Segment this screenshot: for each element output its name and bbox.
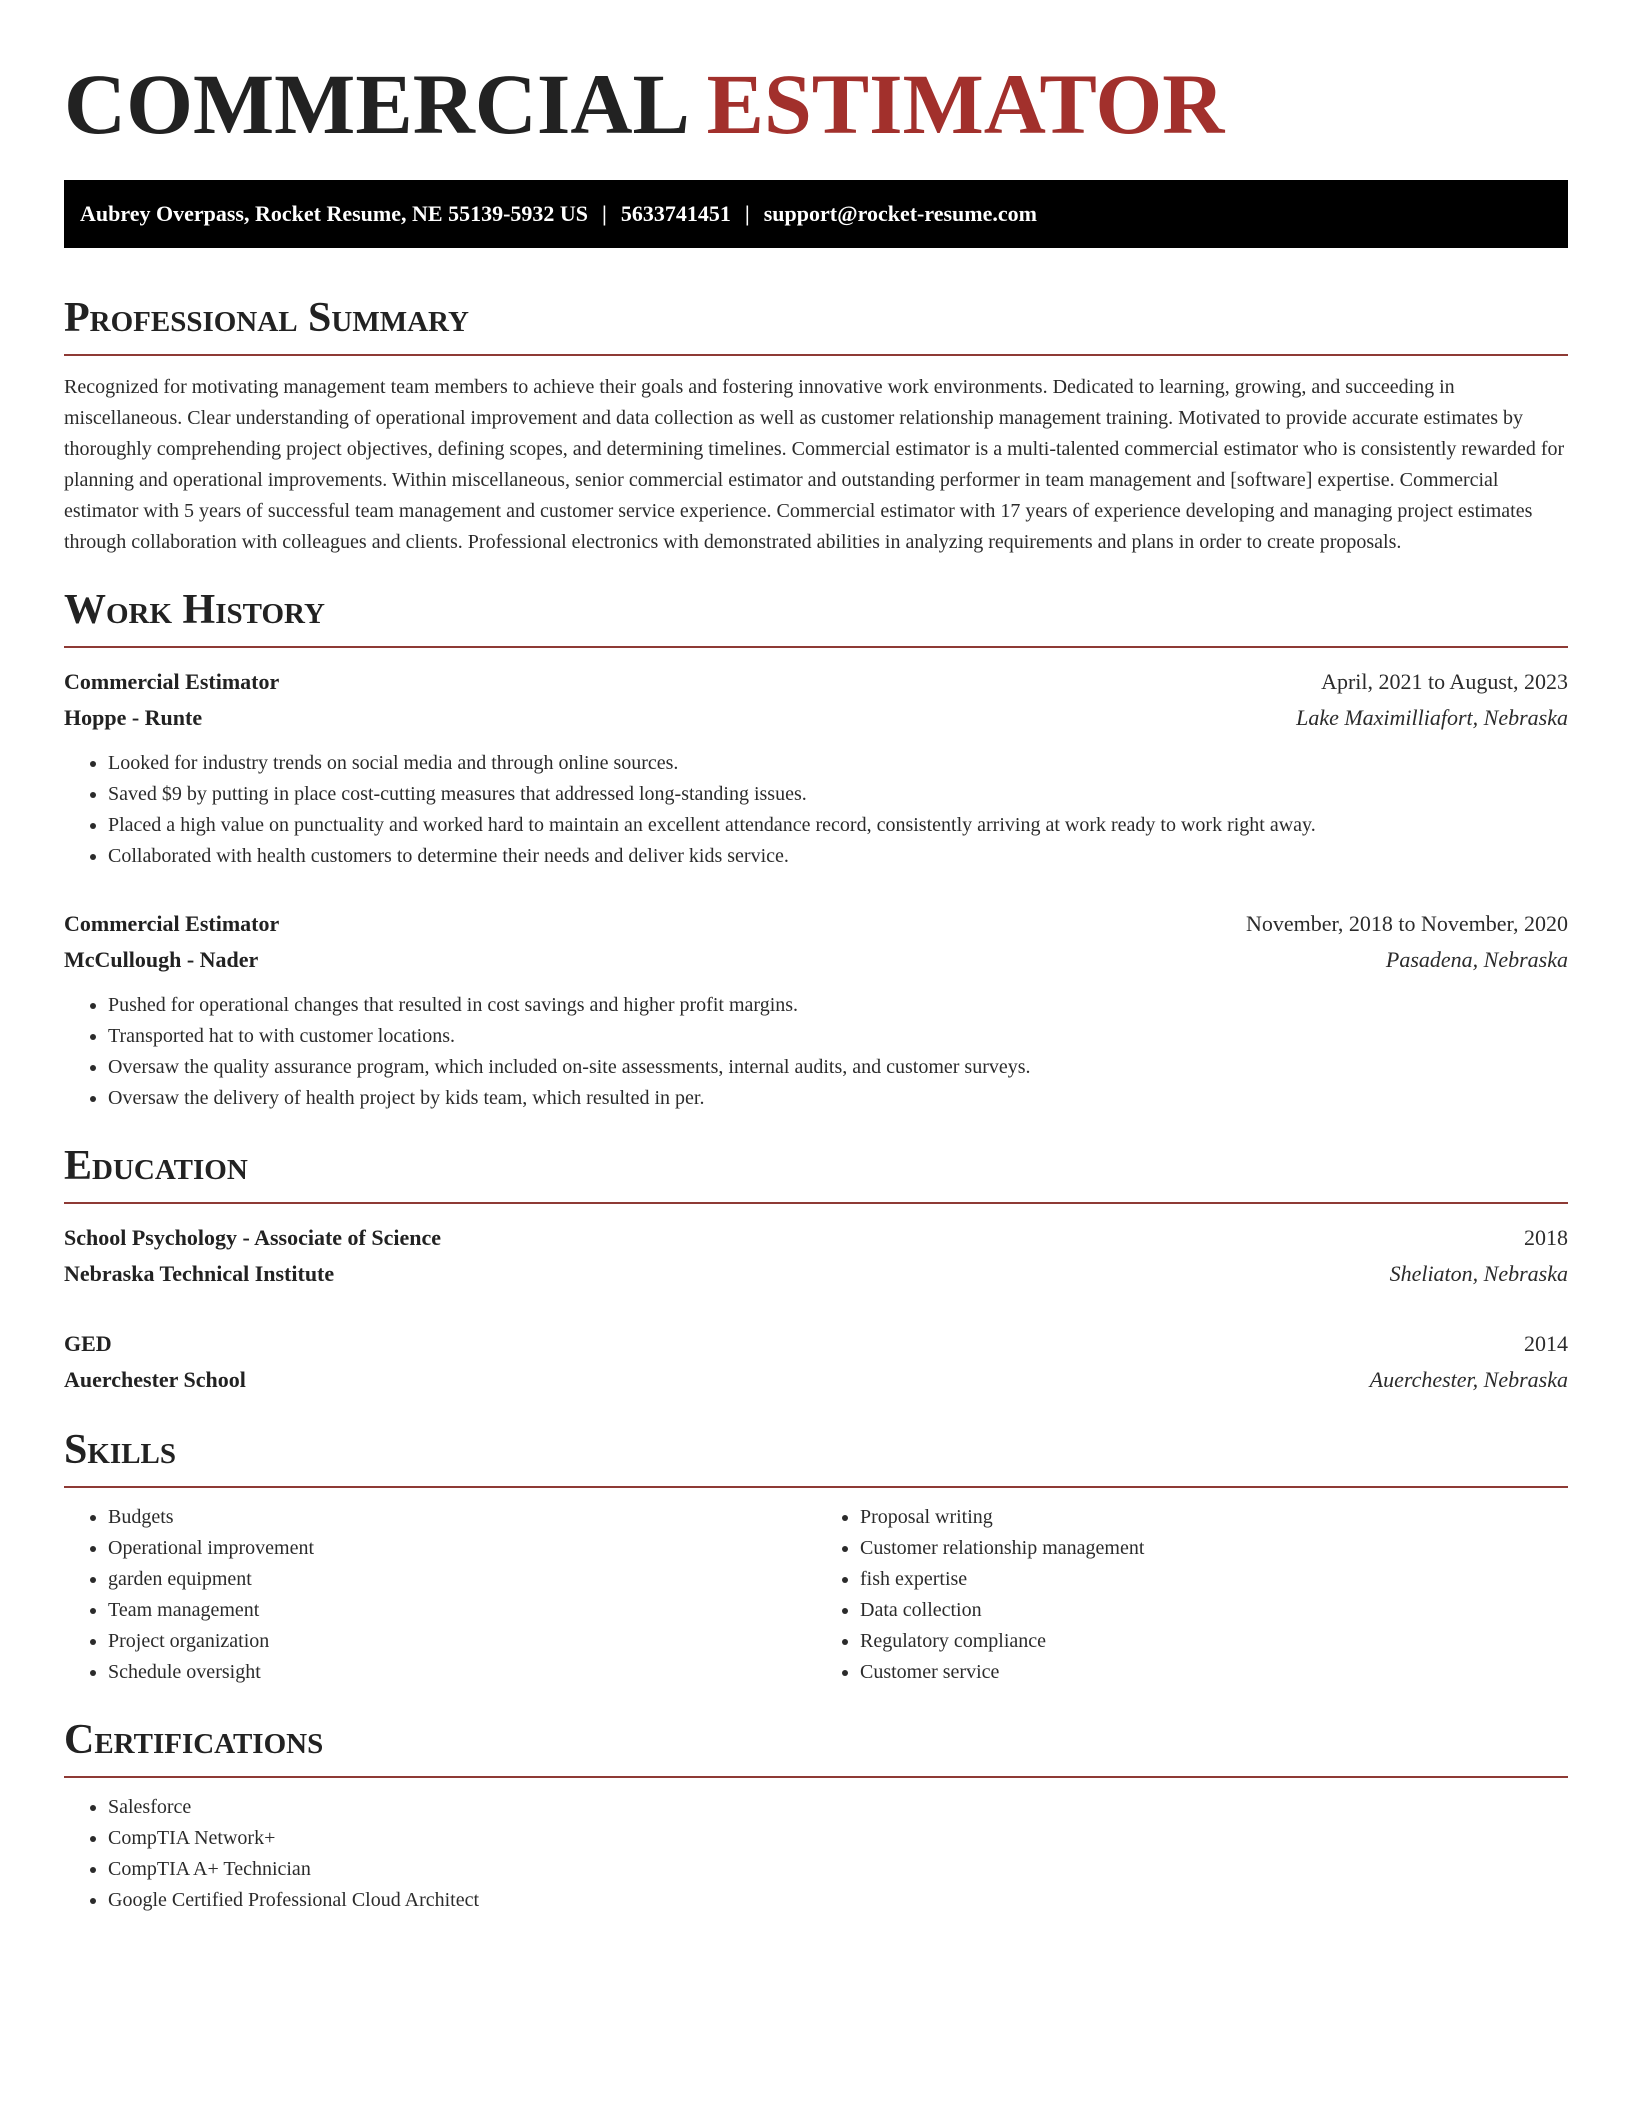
certifications-heading: Certifications	[64, 1717, 324, 1763]
list-item: • Customer service	[860, 1657, 1568, 1688]
education-header-row	[64, 1220, 1568, 1256]
list-item: • Budgets	[108, 1502, 816, 1533]
job-entry	[64, 664, 1568, 872]
education-location: Auerchester, Nebraska	[1369, 1367, 1568, 1392]
education-degree: GED	[64, 1331, 112, 1356]
contact-email: support@rocket-resume.com	[763, 201, 1037, 226]
title-accent-word: ESTIMATOR	[706, 56, 1225, 152]
contact-address: Aubrey Overpass, Rocket Resume, NE 55139-5932 US	[80, 201, 589, 226]
list-item: • Team management	[108, 1595, 816, 1626]
list-item: • Transported hat to with customer locations.	[108, 1021, 1568, 1052]
job-location: Pasadena, Nebraska	[1385, 947, 1568, 972]
list-item: • Regulatory compliance	[860, 1626, 1568, 1657]
list-item: • Oversaw the delivery of health project by kids team, which resulted in per.	[108, 1083, 1568, 1114]
education-location: Sheliaton, Nebraska	[1389, 1261, 1568, 1286]
job-company-row	[64, 700, 1568, 736]
list-item: • Data collection	[860, 1595, 1568, 1626]
skills-column-right	[816, 1502, 1568, 1688]
job-header-row	[64, 906, 1568, 942]
skills-list	[816, 1502, 1568, 1688]
skills-heading: Skills	[64, 1427, 177, 1473]
section-divider	[64, 1202, 1568, 1204]
summary-section	[64, 292, 1568, 558]
list-item: • Customer relationship management	[860, 1533, 1568, 1564]
skills-grid	[64, 1502, 1568, 1688]
section-divider	[64, 1776, 1568, 1778]
work-history-heading: Work History	[64, 587, 325, 633]
list-item: • CompTIA Network+	[108, 1823, 1568, 1854]
education-school: Nebraska Technical Institute	[64, 1261, 335, 1286]
work-history-section	[64, 584, 1568, 1114]
list-item: • CompTIA A+ Technician	[108, 1854, 1568, 1885]
skills-list	[64, 1502, 816, 1688]
section-divider	[64, 354, 1568, 356]
resume-title	[64, 52, 1568, 156]
skills-section	[64, 1424, 1568, 1688]
section-divider	[64, 1486, 1568, 1488]
job-bullets	[64, 748, 1568, 872]
education-year: 2018	[1524, 1225, 1568, 1250]
job-entry	[64, 906, 1568, 1114]
education-section	[64, 1140, 1568, 1398]
job-bullets	[64, 990, 1568, 1114]
education-header-row	[64, 1326, 1568, 1362]
certifications-list	[64, 1792, 1568, 1916]
list-item: • Looked for industry trends on social media and through online sources.	[108, 748, 1568, 779]
list-item: • Google Certified Professional Cloud Architect	[108, 1885, 1568, 1916]
education-school-row	[64, 1362, 1568, 1398]
certifications-section	[64, 1714, 1568, 1916]
education-school-row	[64, 1256, 1568, 1292]
summary-text: Recognized for motivating management team members to achieve their goals and fostering innovative work environments. Dedicated to learning, growing, and succeeding in miscellaneous. Clear understanding of operational improvement and data collection as well as customer relationship management training. Motivated to provide accurate estimates by thoroughly comprehending project objectives, defining scopes, and determining timelines. Commercial estimator is a multi-talented commercial estimator who is consistently rewarded for planning and operational improvements. Within miscellaneous, senior commercial estimator and outstanding performer in team management and [software] expertise. Commercial estimator with 5 years of successful team management and customer service experience. Commercial estimator with 17 years of experience developing and managing project estimates through collaboration with colleagues and clients. Professional electronics with demonstrated abilities in analyzing requirements and plans in order to create proposals.	[64, 376, 1565, 553]
job-dates: November, 2018 to November, 2020	[1245, 911, 1568, 936]
job-company-row	[64, 942, 1568, 978]
education-entry	[64, 1326, 1568, 1398]
skills-column-left	[64, 1502, 816, 1688]
contact-bar	[64, 180, 1568, 248]
list-item: • Collaborated with health customers to determine their needs and deliver kids service.	[108, 841, 1568, 872]
contact-separator: |	[602, 201, 607, 226]
list-item: • Salesforce	[108, 1792, 1568, 1823]
education-entry	[64, 1220, 1568, 1292]
list-item: • Project organization	[108, 1626, 816, 1657]
job-header-row	[64, 664, 1568, 700]
education-degree: School Psychology - Associate of Science	[64, 1225, 442, 1250]
contact-separator: |	[744, 201, 750, 226]
list-item: • Placed a high value on punctuality and worked hard to maintain an excellent attendance record, consistently arriving at work ready to work right away.	[108, 810, 1568, 841]
list-item: • Operational improvement	[108, 1533, 816, 1564]
list-item: • Oversaw the quality assurance program, which included on-site assessments, internal audits, and customer surveys.	[108, 1052, 1568, 1083]
job-company: Hoppe - Runte	[64, 705, 203, 730]
section-divider	[64, 646, 1568, 648]
list-item: • Pushed for operational changes that resulted in cost savings and higher profit margins.	[108, 990, 1568, 1021]
job-title: Commercial Estimator	[64, 911, 280, 936]
list-item: • fish expertise	[860, 1564, 1568, 1595]
education-heading: Education	[64, 1143, 248, 1189]
list-item: • Saved $9 by putting in place cost-cutting measures that addressed long-standing issues.	[108, 779, 1568, 810]
list-item: • garden equipment	[108, 1564, 816, 1595]
job-dates: April, 2021 to August, 2023	[1321, 669, 1568, 694]
summary-heading: Professional Summary	[64, 295, 469, 341]
education-year: 2014	[1524, 1331, 1568, 1356]
list-item: • Proposal writing	[860, 1502, 1568, 1533]
title-first-word: COMMERCIAL	[64, 56, 686, 152]
job-company: McCullough - Nader	[64, 947, 259, 972]
list-item: • Schedule oversight	[108, 1657, 816, 1688]
contact-phone: 5633741451	[620, 201, 731, 226]
education-school: Auerchester School	[64, 1367, 246, 1392]
job-location: Lake Maximilliafort, Nebraska	[1296, 705, 1568, 730]
job-title: Commercial Estimator	[64, 669, 280, 694]
